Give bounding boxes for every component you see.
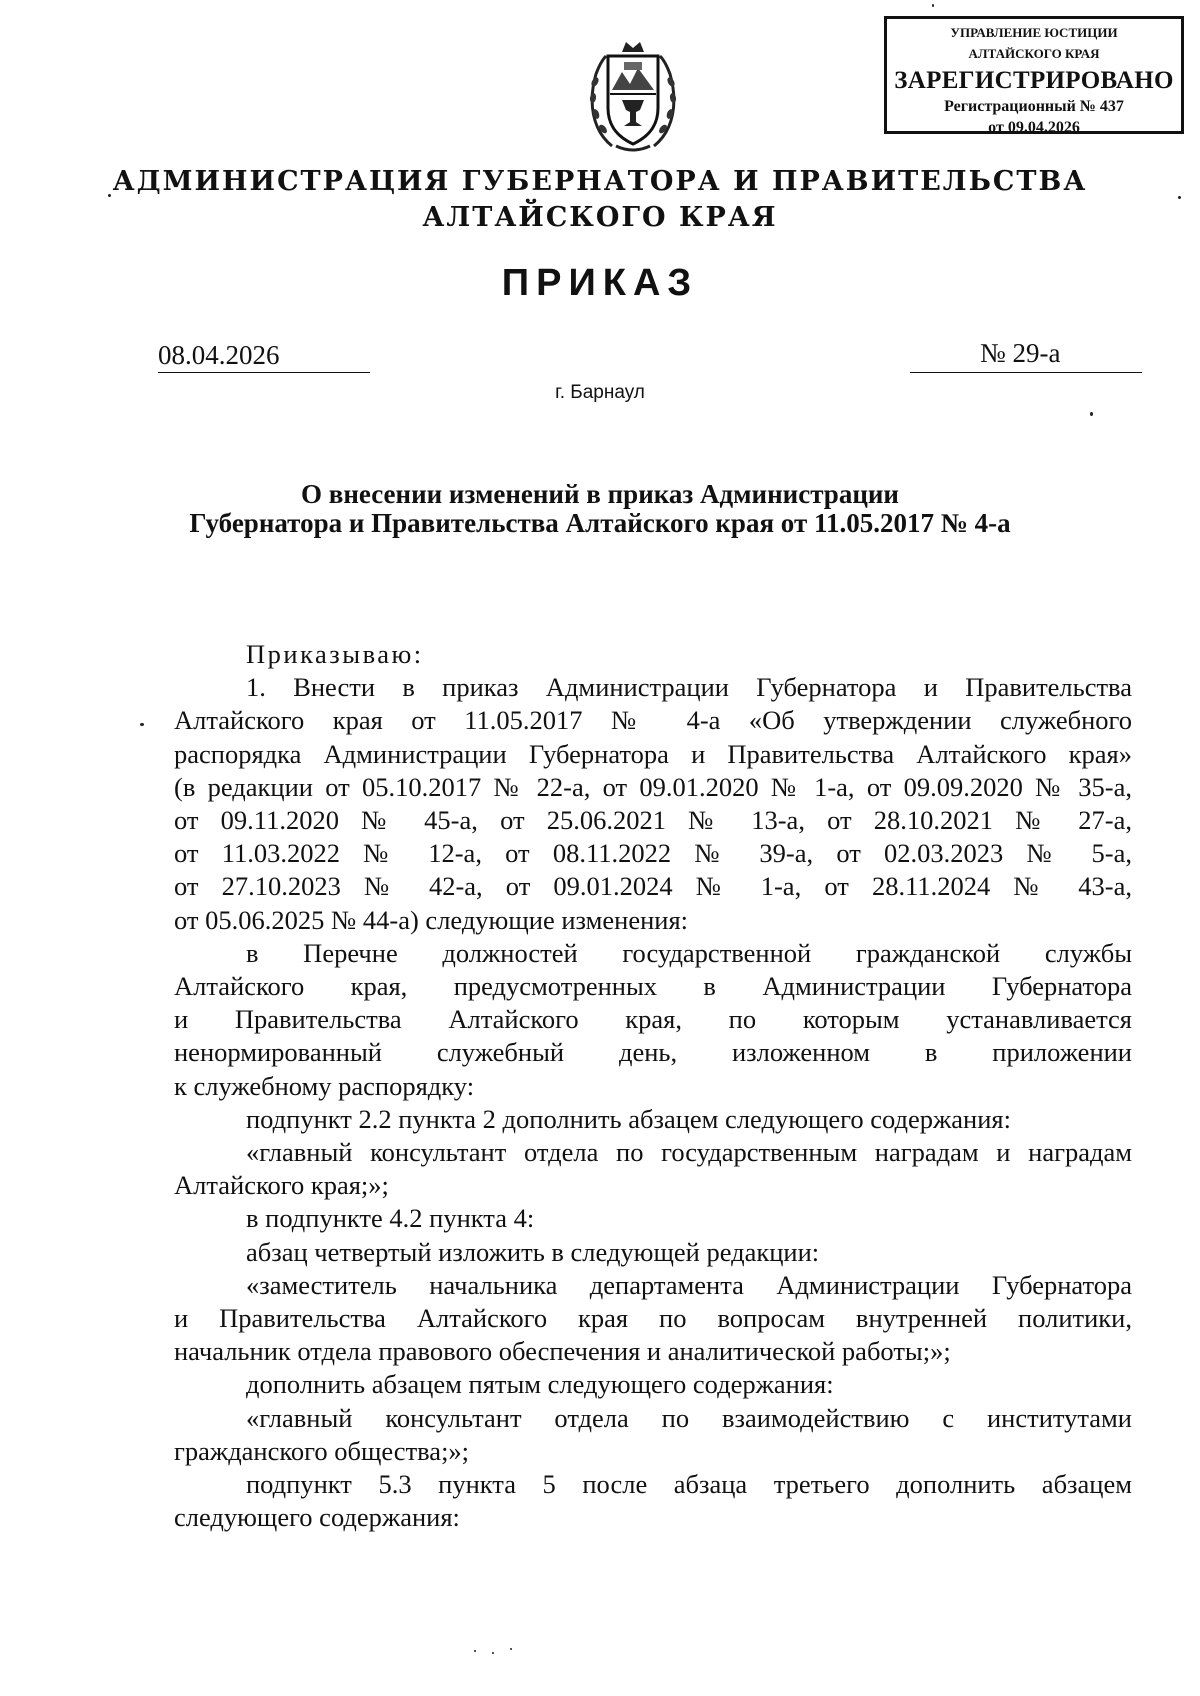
- paragraph-9-line: гражданского общества;»;: [174, 1435, 470, 1466]
- stamp-org-line2: АЛТАЙСКОГО КРАЯ: [968, 46, 1100, 61]
- paragraph-2-line: ненормированный служебный день, изложенном в приложении: [174, 1037, 1132, 1068]
- scan-speck: [140, 723, 144, 726]
- paragraph-7-line: и Правительства Алтайского края по вопросам внутренней политики,: [174, 1303, 1132, 1334]
- scan-speck: [1090, 412, 1093, 416]
- paragraph-8: дополнить абзацем пятым следующего содержания:: [246, 1369, 834, 1400]
- paragraph-4-line: Алтайского края;»;: [174, 1170, 389, 1201]
- paragraph-1-line: (в редакции от 05.10.2017 № 22-а, от 09.01.2020 № 1-а, от 09.09.2020 № 35-а,: [174, 771, 1132, 802]
- document-body: [174, 638, 1132, 1534]
- registration-stamp: [884, 16, 1184, 134]
- paragraph-10-line: следующего содержания:: [174, 1502, 460, 1533]
- paragraph-3: подпункт 2.2 пункта 2 дополнить абзацем следующего содержания:: [246, 1103, 1011, 1134]
- paragraph-10: [174, 1468, 1132, 1534]
- organization-title-line2: АЛТАЙСКОГО КРАЯ: [422, 202, 778, 233]
- stamp-org-line1: УПРАВЛЕНИЕ ЮСТИЦИИ: [950, 25, 1118, 40]
- paragraph-1-line: от 05.06.2025 № 44-а) следующие изменения:: [174, 904, 688, 935]
- paragraph-1-line: распорядка Администрации Губернатора и Правительства Алтайского края»: [174, 738, 1132, 769]
- paragraph-2: [174, 937, 1132, 1103]
- coat-of-arms-emblem: [586, 38, 680, 158]
- paragraph-1-line: Алтайского края от 11.05.2017 № 4-а «Об утверждении служебного: [174, 705, 1132, 736]
- organization-title-line1: АДМИНИСТРАЦИЯ ГУБЕРНАТОРА И ПРАВИТЕЛЬСТВА: [112, 166, 1088, 197]
- document-number: № 29-а: [910, 338, 1142, 373]
- paragraph-10-line: подпункт 5.3 пункта 5 после абзаца третьего дополнить абзацем: [246, 1469, 1132, 1500]
- paragraph-1-line: 1. Внести в приказ Администрации Губернатора и Правительства: [246, 672, 1132, 703]
- paragraph-2-line: к служебному распорядку:: [174, 1070, 475, 1101]
- opening-word: Приказываю:: [246, 639, 424, 669]
- paragraph-9-line: «главный консультант отдела по взаимодействию с институтами: [246, 1402, 1132, 1433]
- paragraph-6: абзац четвертый изложить в следующей редакции:: [246, 1236, 820, 1267]
- subject-line1: О внесении изменений в приказ Администрации: [301, 479, 899, 509]
- scan-speck: [474, 1650, 476, 1652]
- paragraph-4: [174, 1136, 1132, 1202]
- scan-speck: [510, 1648, 512, 1650]
- paragraph-1-line: от 09.11.2020 № 45-а, от 25.06.2021 № 13-а, от 28.10.2021 № 27-а,: [174, 805, 1132, 836]
- organization-title: [0, 164, 1200, 236]
- paragraph-7-line: начальник отдела правового обеспечения и аналитической работы;»;: [174, 1336, 951, 1367]
- paragraph-5: в подпункте 4.2 пункта 4:: [246, 1203, 535, 1234]
- stamp-reg-date: от 09.04.2026: [988, 119, 1080, 136]
- paragraph-7: [174, 1269, 1132, 1369]
- document-subject: [0, 480, 1200, 538]
- stamp-status: ЗАРЕГИСТРИРОВАНО: [894, 67, 1174, 94]
- document-date: 08.04.2026: [158, 340, 370, 373]
- paragraph-2-line: и Правительства Алтайского края, по которым устанавливается: [174, 1004, 1132, 1035]
- scan-speck: [108, 194, 111, 197]
- document-type: ПРИКАЗ: [501, 262, 699, 304]
- paragraph-2-line: в Перечне должностей государственной гражданской службы: [246, 937, 1132, 968]
- paragraph-1-line: от 11.03.2022 № 12-а, от 08.11.2022 № 39-а, от 02.03.2023 № 5-а,: [174, 838, 1132, 869]
- paragraph-7-line: «заместитель начальника департамента Администрации Губернатора: [246, 1269, 1132, 1300]
- stamp-reg-number: Регистрационный № 437: [944, 98, 1124, 115]
- paragraph-9: [174, 1402, 1132, 1468]
- paragraph-4-line: «главный консультант отдела по государственным наградам и наградам: [246, 1137, 1132, 1168]
- document-city: г. Барнаул: [555, 382, 645, 403]
- scan-speck: [1178, 196, 1181, 199]
- paragraph-1-line: от 27.10.2023 № 42-а, от 09.01.2024 № 1-а, от 28.11.2024 № 43-а,: [174, 871, 1132, 902]
- paragraph-1: [174, 671, 1132, 937]
- paragraph-2-line: Алтайского края, предусмотренных в Администрации Губернатора: [174, 971, 1132, 1002]
- subject-line2: Губернатора и Правительства Алтайского края от 11.05.2017 № 4-а: [189, 508, 1011, 538]
- scan-speck: [492, 1652, 494, 1654]
- scan-speck: [932, 4, 934, 7]
